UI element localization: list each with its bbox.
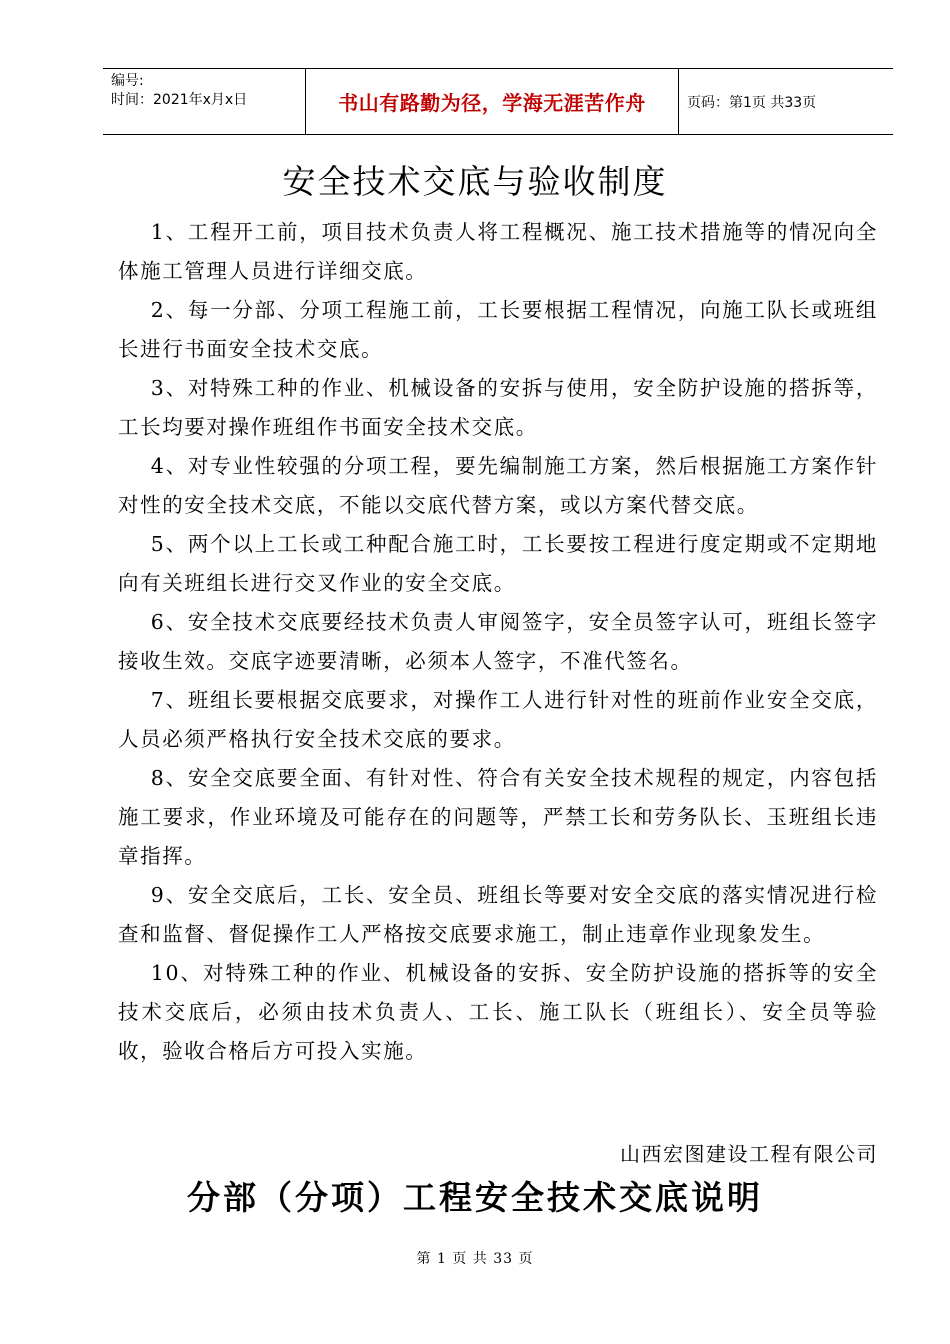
paragraph: 1、工程开工前，项目技术负责人将工程概况、施工技术措施等的情况向全体施工管理人员进行详细交底。	[118, 220, 878, 283]
paragraph: 9、安全交底后，工长、安全员、班组长等要对安全交底的落实情况进行检查和监督、督促操作工人严格按交底要求施工，制止违章作业现象发生。	[118, 883, 878, 946]
paragraph: 6、安全技术交底要经技术负责人审阅签字，安全员签字认可，班组长签字接收生效。交底字迹要清晰，必须本人签字，不准代签名。	[118, 610, 878, 673]
header-meta	[103, 69, 305, 134]
header-slogan	[305, 69, 679, 134]
paragraph: 5、两个以上工长或工种配合施工时，工长要按工程进行度定期或不定期地向有关班组长进行交叉作业的安全交底。	[118, 532, 878, 595]
document-title: 安全技术交底与验收制度	[282, 162, 668, 201]
page-footer: 第 1 页 共 33 页	[416, 1251, 534, 1267]
company-name: 山西宏图建设工程有限公司	[620, 1142, 878, 1166]
header-page-info	[679, 69, 893, 134]
date-label: 时间：2021年x月x日	[111, 92, 248, 108]
paragraph: 2、每一分部、分项工程施工前，工长要根据工程情况，向施工队长或班组长进行书面安全技术交底。	[118, 298, 878, 361]
paragraph: 7、班组长要根据交底要求，对操作工人进行针对性的班前作业安全交底，人员必须严格执行安全技术交底的要求。	[118, 688, 878, 751]
paragraph: 3、对特殊工种的作业、机械设备的安拆与使用，安全防护设施的搭拆等，工长均要对操作班组作书面安全技术交底。	[118, 376, 878, 439]
page-header	[103, 68, 893, 135]
section-title: 分部（分项）工程安全技术交底说明	[187, 1178, 763, 1217]
paragraph: 8、安全交底要全面、有针对性、符合有关安全技术规程的规定，内容包括施工要求，作业环境及可能存在的问题等，严禁工长和劳务队长、玉班组长违章指挥。	[118, 766, 878, 868]
number-label: 编号:	[111, 73, 144, 89]
slogan-text: 书山有路勤为径，学海无涯苦作舟	[338, 91, 646, 115]
paragraph: 4、对专业性较强的分项工程，要先编制施工方案，然后根据施工方案作针对性的安全技术交底，不能以交底代替方案，或以方案代替交底。	[118, 454, 878, 517]
paragraph: 10、对特殊工种的作业、机械设备的安拆、安全防护设施的搭拆等的安全技术交底后，必须由技术负责人、工长、施工队长（班组长）、安全员等验收，验收合格后方可投入实施。	[118, 961, 878, 1063]
page-label: 页码：第1页 共33页	[687, 94, 817, 111]
document-body	[118, 213, 878, 1071]
